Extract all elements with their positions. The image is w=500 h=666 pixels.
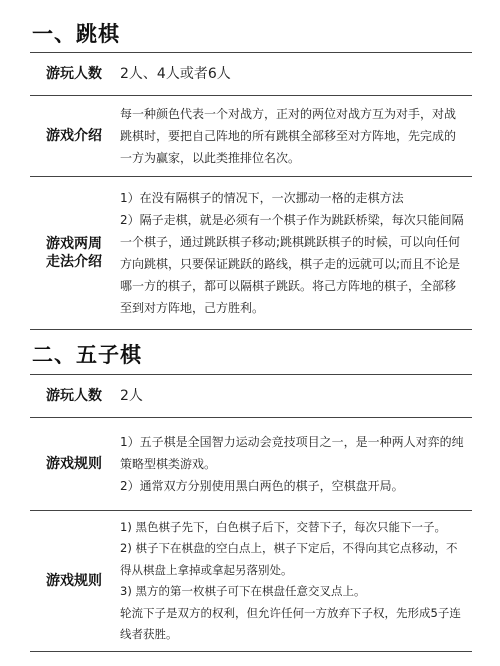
row-label: 游戏介绍 — [46, 128, 102, 144]
game-intro-text: 每一种颜色代表一个对战方，正对的两位对战方互为对手，对战跳棋时，要把自己阵地的所有跳棋全部移至对方阵地，先完成的一方为赢家，以此类推排位名次。 — [120, 107, 457, 165]
table-row — [30, 418, 472, 511]
row-content — [118, 375, 472, 417]
row-label: 游戏规则 — [46, 456, 102, 472]
table-row — [30, 511, 472, 652]
paragraph: 2) 棋子下在棋盘的空白点上，棋子下定后，不得向其它点移动，不得从棋盘上拿掉或拿起另落别处。 — [120, 541, 458, 577]
player-count: 2人、4人或者6人 — [120, 66, 231, 82]
row-content — [118, 53, 472, 95]
paragraph: 轮流下子是双方的权利，但允许任何一方放弃下子权，先形成5子连线者获胜。 — [120, 605, 461, 641]
section-title-tiaoqi: 一、跳棋 — [32, 22, 120, 46]
paragraph: 3) 黑方的第一枚棋子可下在棋盘任意交叉点上。 — [120, 584, 366, 598]
paragraph: 2）隔子走棋，就是必须有一个棋子作为跳跃桥梁，每次只能间隔一个棋子，通过跳跃棋子移动;跳棋跳跃棋子的时候，可以向任何方向跳棋，只要保证跳跃的路线，棋子走的远就可以;而且不论是哪一方的棋子，都可以隔棋子跳跃。将己方阵地的棋子，全部移至到对方阵地，己方胜利。 — [120, 213, 464, 315]
row-label: 游玩人数 — [46, 388, 102, 404]
paragraph: 2）通常双方分别使用黑白两色的棋子，空棋盘开局。 — [120, 479, 404, 493]
paragraph: 1) 黑色棋子先下，白色棋子后下，交替下子，每次只能下一子。 — [120, 519, 446, 534]
row-content — [118, 177, 472, 329]
row-content — [118, 511, 472, 651]
table-row — [30, 177, 472, 330]
row-content — [118, 418, 472, 510]
player-count: 2人 — [120, 388, 143, 404]
row-label-line: 游戏两周 — [46, 236, 102, 252]
paragraph: 1）五子棋是全国智力运动会竞技项目之一，是一种两人对弈的纯策略型棋类游戏。 — [120, 435, 464, 471]
row-label: 游戏规则 — [46, 573, 102, 589]
table-row — [30, 53, 472, 96]
section-title-wuziqi: 二、五子棋 — [32, 343, 142, 367]
table-row — [30, 96, 472, 177]
paragraph: 1）在没有隔棋子的情况下，一次挪动一格的走棋方法 — [120, 191, 404, 205]
row-label — [30, 177, 118, 329]
row-label: 游玩人数 — [46, 66, 102, 82]
row-content — [118, 96, 472, 176]
row-label-line: 走法介绍 — [46, 254, 102, 270]
table-row — [30, 375, 472, 418]
